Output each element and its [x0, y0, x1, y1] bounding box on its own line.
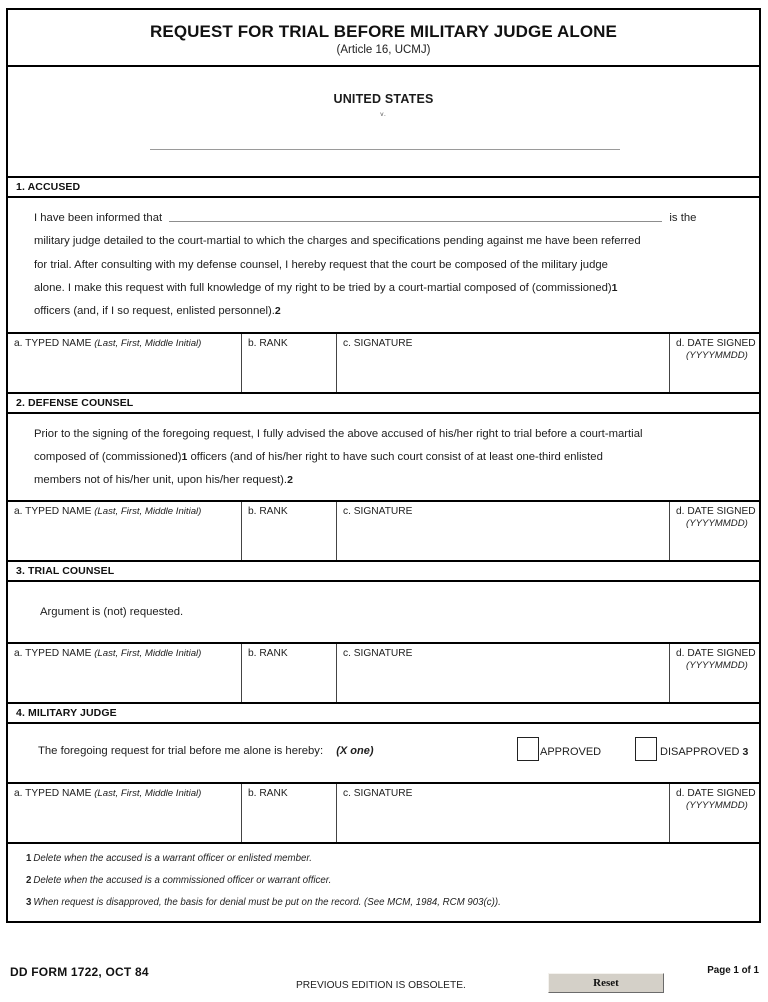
- typed-name-hint: (Last, First, Middle Initial): [94, 648, 202, 660]
- date-signed-label: d. DATE SIGNED: [676, 338, 756, 350]
- previous-edition-notice: PREVIOUS EDITION IS OBSOLETE.: [296, 980, 466, 991]
- rank-label: b. RANK: [248, 648, 288, 660]
- page-title: REQUEST FOR TRIAL BEFORE MILITARY JUDGE ALONE: [150, 22, 617, 41]
- defense-counsel-statement: [8, 414, 759, 500]
- judge-name-input-rule[interactable]: [169, 210, 662, 222]
- footnote-number: 2: [26, 875, 32, 887]
- military-judge-typed-name-cell[interactable]: [8, 784, 242, 842]
- date-signed-label: d. DATE SIGNED: [676, 788, 756, 800]
- typed-name-hint: (Last, First, Middle Initial): [94, 788, 202, 800]
- rank-label: b. RANK: [248, 338, 288, 350]
- page-indicator: Page 1 of 1: [707, 965, 759, 976]
- defense-line-2-text: composed of (commissioned): [34, 450, 182, 463]
- signature-row-accused: [8, 332, 759, 392]
- signature-row-military-judge: [8, 782, 759, 842]
- date-signed-hint: (YYYYMMDD): [686, 800, 748, 812]
- typed-name-label: a. TYPED NAME: [14, 506, 92, 518]
- date-signed-label: d. DATE SIGNED: [676, 506, 756, 518]
- defense-line-1: Prior to the signing of the foregoing request, I fully advised the above accused of his/her right to trial before a court-martial: [34, 428, 643, 441]
- military-judge-decision-block: [8, 724, 759, 782]
- trial-counsel-date-signed-cell[interactable]: [670, 644, 759, 702]
- checkbox-disapproved-label: [660, 746, 748, 758]
- defense-signature-cell[interactable]: [337, 502, 670, 560]
- military-judge-statement: The foregoing request for trial before me alone is hereby:: [38, 745, 324, 758]
- case-caption-block: [8, 67, 759, 178]
- defense-line-2: [34, 446, 741, 469]
- rank-label: b. RANK: [248, 788, 288, 800]
- accused-rank-cell[interactable]: [242, 334, 337, 392]
- signature-row-defense-counsel: [8, 500, 759, 560]
- reset-button[interactable]: Reset: [548, 973, 664, 993]
- defense-line-2-cont: officers (and of his/her right to have such court consist of at least one-third enlisted: [187, 450, 603, 463]
- disapproved-text: DISAPPROVED: [660, 746, 740, 759]
- section-header-military-judge: 4. MILITARY JUDGE: [8, 702, 759, 724]
- accused-text-before-blank: I have been informed that: [34, 212, 163, 225]
- footnote-ref-2: 2: [274, 305, 281, 318]
- checkbox-approved[interactable]: [517, 737, 539, 761]
- accused-text-after-blank: is the: [669, 212, 697, 225]
- date-signed-hint: (YYYYMMDD): [686, 518, 748, 530]
- military-judge-text: [38, 745, 374, 757]
- footnote-ref-2: 2: [287, 473, 293, 486]
- checkbox-approved-label: APPROVED: [540, 746, 602, 759]
- trial-counsel-statement: [8, 582, 759, 642]
- typed-name-label: a. TYPED NAME: [14, 788, 92, 800]
- page-footer: [6, 963, 761, 999]
- united-states-label: UNITED STATES: [333, 92, 434, 107]
- footnote-item: [26, 875, 749, 887]
- footnote-item: [26, 853, 749, 865]
- title-block: [8, 10, 759, 67]
- typed-name-hint: (Last, First, Middle Initial): [94, 506, 202, 518]
- section-header-trial-counsel: 3. TRIAL COUNSEL: [8, 560, 759, 582]
- accused-line-3: for trial. After consulting with my defense counsel, I hereby request that the court be composed of the military judge: [34, 258, 608, 271]
- signature-label: c. SIGNATURE: [343, 338, 413, 350]
- checkbox-disapproved[interactable]: [635, 737, 657, 761]
- footnote-item: [26, 897, 749, 909]
- accused-date-signed-cell[interactable]: [670, 334, 759, 392]
- typed-name-label: a. TYPED NAME: [14, 338, 92, 350]
- trial-counsel-text: Argument is (not) requested.: [40, 606, 184, 619]
- footnote-number: 3: [26, 897, 32, 909]
- footnote-text: Delete when the accused is a warrant officer or enlisted member.: [33, 853, 312, 865]
- typed-name-hint: (Last, First, Middle Initial): [94, 338, 202, 350]
- signature-label: c. SIGNATURE: [343, 506, 413, 518]
- footnotes-block: [8, 842, 759, 920]
- defense-rank-cell[interactable]: [242, 502, 337, 560]
- military-judge-rank-cell[interactable]: [242, 784, 337, 842]
- footnote-number: 1: [26, 853, 32, 865]
- defense-date-signed-cell[interactable]: [670, 502, 759, 560]
- section-header-defense-counsel: 2. DEFENSE COUNSEL: [8, 392, 759, 414]
- section-header-accused: 1. ACCUSED: [8, 178, 759, 198]
- form-identifier: DD FORM 1722, OCT 84: [10, 965, 149, 979]
- footnote-ref-1: 1: [181, 450, 188, 463]
- accused-line-1: [34, 207, 741, 230]
- signature-label: c. SIGNATURE: [343, 788, 413, 800]
- accused-line-5: [34, 300, 741, 323]
- accused-line-4: [34, 277, 741, 300]
- date-signed-hint: (YYYYMMDD): [686, 660, 748, 672]
- defense-typed-name-cell[interactable]: [8, 502, 242, 560]
- typed-name-label: a. TYPED NAME: [14, 648, 92, 660]
- accused-line-5-text: officers (and, if I so request, enlisted personnel).: [34, 305, 275, 318]
- signature-row-trial-counsel: [8, 642, 759, 702]
- accused-line-4-text: alone. I make this request with full knowledge of my right to be tried by a court-martial composed of (commissioned): [34, 281, 612, 294]
- accused-typed-name-cell[interactable]: [8, 334, 242, 392]
- trial-counsel-rank-cell[interactable]: [242, 644, 337, 702]
- date-signed-label: d. DATE SIGNED: [676, 648, 756, 660]
- rank-label: b. RANK: [248, 506, 288, 518]
- accused-signature-cell[interactable]: [337, 334, 670, 392]
- military-judge-signature-cell[interactable]: [337, 784, 670, 842]
- form-frame: [6, 8, 761, 923]
- signature-label: c. SIGNATURE: [343, 648, 413, 660]
- accused-statement: [8, 198, 759, 332]
- footnote-ref-1: 1: [611, 281, 618, 294]
- footnote-ref-3: 3: [742, 746, 749, 759]
- accused-line-2: military judge detailed to the court-martial to which the charges and specifications pending against me have been referred: [34, 235, 641, 248]
- page-subtitle: (Article 16, UCMJ): [336, 44, 431, 57]
- defense-line-3-text: members not of his/her unit, upon his/her request).: [34, 473, 288, 486]
- x-one-hint: (X one): [336, 745, 374, 758]
- trial-counsel-typed-name-cell[interactable]: [8, 644, 242, 702]
- versus-label: v.: [380, 111, 387, 119]
- footnote-text: When request is disapproved, the basis for denial must be put on the record. (See MCM, 1984, RCM 903(c)).: [33, 897, 501, 909]
- defense-line-3: [34, 469, 741, 492]
- date-signed-hint: (YYYYMMDD): [686, 350, 748, 362]
- accused-name-rule[interactable]: [150, 149, 620, 150]
- footnote-text: Delete when the accused is a commissioned officer or warrant officer.: [33, 875, 332, 887]
- military-judge-date-signed-cell[interactable]: [670, 784, 759, 842]
- trial-counsel-signature-cell[interactable]: [337, 644, 670, 702]
